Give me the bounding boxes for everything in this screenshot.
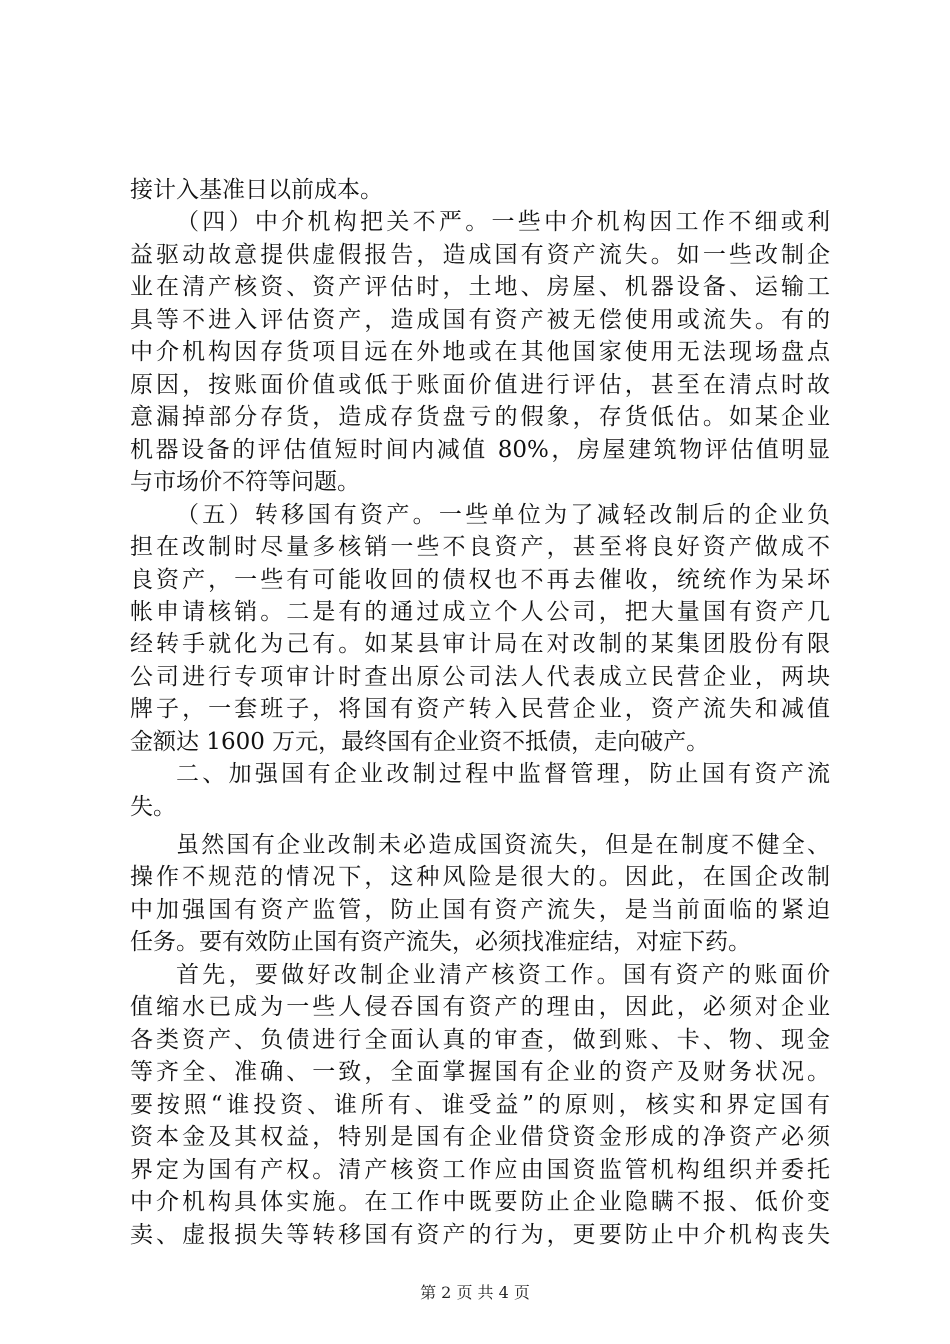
text-line: 首先，要做好改制企业清产核资工作。国有资产的账面价: [176, 962, 830, 988]
text-line: 良资产，一些有可能收回的债权也不再去催收，统统作为呆坏: [130, 567, 830, 593]
text-line: 要按照“谁投资、谁所有、谁受益”的原则，核实和界定国有: [130, 1092, 830, 1118]
text-line: 经转手就化为己有。如某县审计局在对改制的某集团股份有限: [130, 631, 830, 657]
text-line: 中加强国有资产监管，防止国有资产流失，是当前面临的紧迫: [130, 897, 830, 923]
text-line: 任务。要有效防止国有资产流失，必须找准症结，对症下药。: [130, 929, 751, 955]
text-line: 担在改制时尽量多核销一些不良资产，甚至将良好资产做成不: [130, 534, 830, 560]
text-line: 金额达 1600 万元，最终国有企业资不抵债，走向破产。: [130, 729, 710, 755]
text-line: 公司进行专项审计时查出原公司法人代表成立民营企业，两块: [130, 664, 830, 690]
text-line: （五）转移国有资产。一些单位为了减轻改制后的企业负: [176, 502, 830, 528]
section-heading: 二、加强国有企业改制过程中监督管理，防止国有资产流: [176, 761, 830, 787]
text-line: 接计入基准日以前成本。: [130, 177, 383, 203]
text-line: 值缩水已成为一些人侵吞国有资产的理由，因此，必须对企业: [130, 994, 830, 1020]
text-line: 业在清产核资、资产评估时，土地、房屋、机器设备、运输工: [130, 274, 830, 300]
text-line: 帐申请核销。二是有的通过成立个人公司，把大量国有资产几: [130, 599, 830, 625]
text-line: 机器设备的评估值短时间内减值 80%，房屋建筑物评估值明显: [130, 437, 830, 463]
page-number-footer: 第 2 页 共 4 页: [420, 1283, 530, 1302]
text-line: 具等不进入评估资产，造成国有资产被无偿使用或流失。有的: [130, 307, 830, 333]
text-line: 等齐全、准确、一致，全面掌握国有企业的资产及财务状况。: [130, 1059, 830, 1085]
text-line: 益驱动故意提供虚假报告，造成国有资产流失。如一些改制企: [130, 242, 830, 268]
text-line: 各类资产、负债进行全面认真的审查，做到账、卡、物、现金: [130, 1027, 830, 1053]
text-line: 牌子，一套班子，将国有资产转入民营企业，资产流失和减值: [130, 696, 830, 722]
text-line: （四）中介机构把关不严。一些中介机构因工作不细或利: [176, 209, 830, 235]
text-line: 原因，按账面价值或低于账面价值进行评估，甚至在清点时故: [130, 372, 830, 398]
text-line: 中介机构具体实施。在工作中既要防止企业隐瞒不报、低价变: [130, 1189, 830, 1215]
text-line: 界定为国有产权。清产核资工作应由国资监管机构组织并委托: [130, 1157, 830, 1183]
text-line: 虽然国有企业改制未必造成国资流失，但是在制度不健全、: [176, 832, 830, 858]
text-line: 资本金及其权益，特别是国有企业借贷资金形成的净资产必须: [130, 1124, 830, 1150]
text-line: 操作不规范的情况下，这种风险是很大的。因此，在国企改制: [130, 864, 830, 890]
text-line: 与市场价不符等问题。: [130, 469, 360, 495]
section-heading: 失。: [130, 794, 176, 820]
text-line: 意漏掉部分存货，造成存货盘亏的假象，存货低估。如某企业: [130, 404, 830, 430]
text-line: 卖、虚报损失等转移国有资产的行为，更要防止中介机构丧失: [130, 1222, 830, 1248]
text-line: 中介机构因存货项目远在外地或在其他国家使用无法现场盘点: [130, 339, 830, 365]
